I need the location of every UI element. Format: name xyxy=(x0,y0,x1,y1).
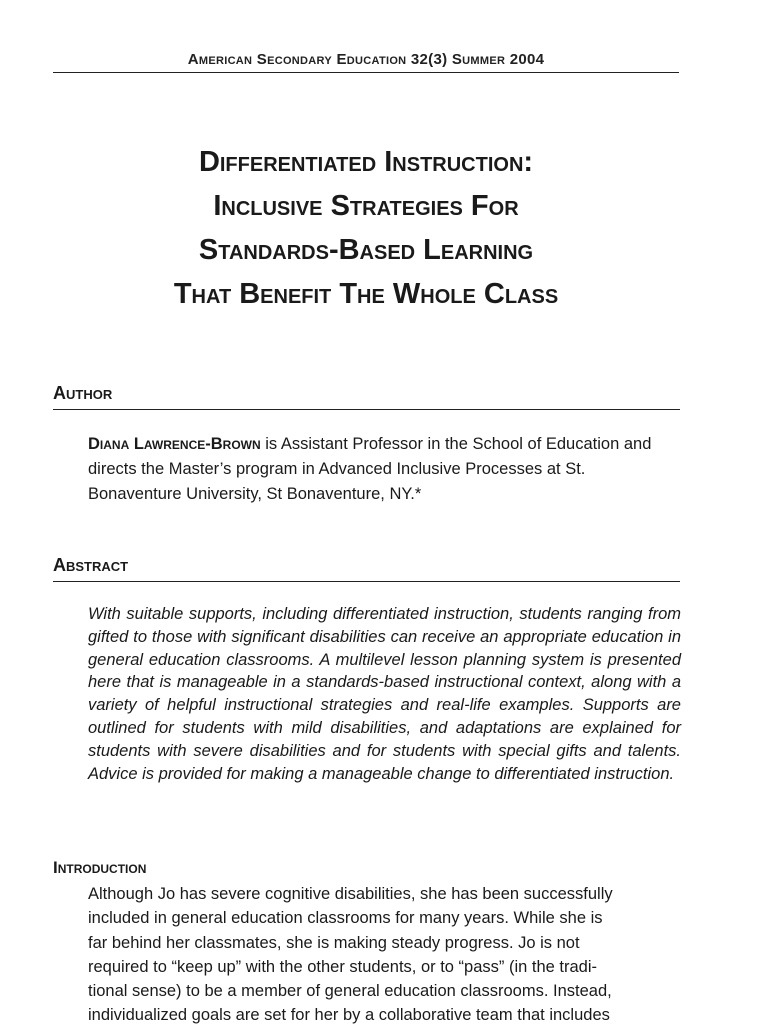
author-heading: Author xyxy=(53,383,113,403)
abstract-heading: Abstract xyxy=(53,555,129,575)
title-line: Inclusive Strategies For xyxy=(213,190,519,222)
introduction-line: Although Jo has severe cognitive disabilities, she has been successfully xyxy=(88,885,613,903)
introduction-line: individualized goals are set for her by a collaborative team that includes xyxy=(88,1006,610,1025)
introduction-line: required to “keep up” with the other students, or to “pass” (in the tradi- xyxy=(88,957,598,976)
article-title xyxy=(53,140,679,316)
introduction-line: included in general education classrooms for many years. While she is xyxy=(88,909,603,928)
introduction-heading: Introduction xyxy=(53,858,147,877)
title-line: That Benefit The Whole Class xyxy=(173,278,559,310)
author-bio-text: is Assistant Professor in the School of Education and directs the Master’s program in Advanced Inclusive Processes at St. Bonaventure University, St Bonaventure, NY.* xyxy=(88,435,652,503)
author-bio xyxy=(88,432,680,507)
header-rule xyxy=(53,72,679,73)
author-rule xyxy=(53,409,680,410)
author-name: Diana Lawrence-Brown xyxy=(88,435,261,453)
running-header: American Secondary Education 32(3) Summer 2004 xyxy=(187,51,545,68)
abstract-text: With suitable supports, including differentiated instruction, students ranging from gifted to those with significant disabilities can receive an appropriate education in general education classrooms. A multilevel lesson planning system is presented here that is manageable in a standards-based instructional context, along with a variety of helpful instructional strategies and real-life examples. Supports are outlined for students with mild disabilities, and adaptations are explained for students with severe disabilities and for students with special gifts and talents. Advice is provided for making a manageable change to differentiated instruction. xyxy=(88,605,681,783)
abstract-rule xyxy=(53,581,680,582)
introduction-line: far behind her classmates, she is making steady progress. Jo is not xyxy=(88,933,580,952)
title-line: Standards-Based Learning xyxy=(198,234,534,266)
introduction-text xyxy=(88,882,668,1028)
title-line: Differentiated Instruction: xyxy=(198,146,534,178)
introduction-line: tional sense) to be a member of general education classrooms. Instead, xyxy=(88,982,612,1001)
